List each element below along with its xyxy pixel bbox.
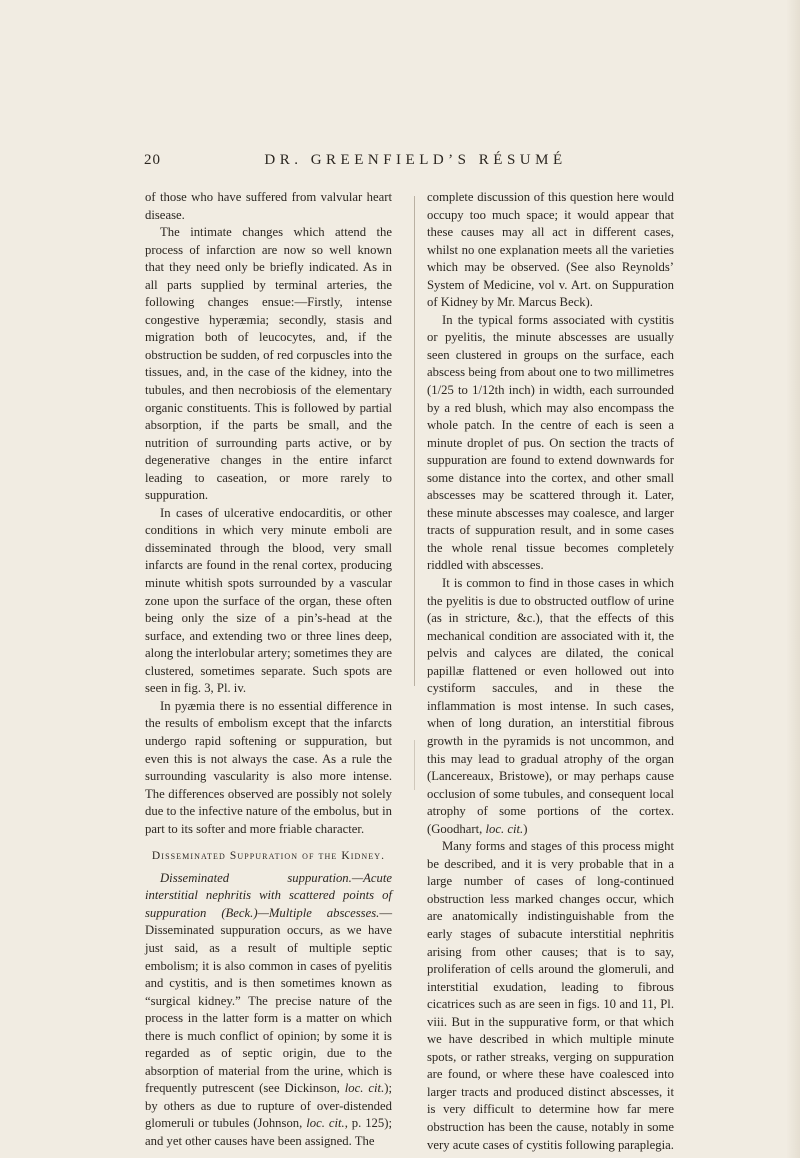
right-paragraph-4: Many forms and stages of this process might be described, and it is very probable that in a large number of cases of long-continued obstruction less marked changes occur, which are anatomically indistinguishable from the early stages of subacute interstitial nephritis arising from other causes; that is to say, proliferation of cells around the glomeruli, and interstitial exudation, leading to fibrous cicatrices such as are seen in figs. 10 and 11, Pl. viii. But in the suppurative form, or that which we have described in which multiple minute spots, or rather streaks, verging on suppuration are found, or where these have coalesced into larger tracts and produced distinct abscesses, it is very difficult to determine how far mere obstruction has been the cause, notably in some very acute cases of cystitis following paraplegia. — [427, 839, 674, 1152]
page-header — [144, 152, 657, 176]
page-number: 20 — [144, 152, 161, 168]
left-paragraph-5: Disseminated suppuration.—Acute interstitial nephritis with scattered points of suppuration (Beck.)—Multiple abscesses.—Disseminated suppuration occurs, as we have just said, as a result of multiple septic embolism; it is also common in cases of pyelitis and cystitis, and is then sometimes known as “surgical kidney.” The precise nature of the process in the latter form is a matter on which there is much conflict of opinion; by some it is regarded as of septic origin, due to the absorption of material from the urine, which is frequently putrescent (see Dickinson, loc. cit.); by others as due to rupture of over-distended glomeruli or tubules (Johnson, loc. cit., p. 125); and yet other causes have been assigned. The — [145, 870, 393, 1148]
right-column — [427, 189, 674, 1154]
left-column — [145, 189, 392, 1151]
left-paragraph-2: The intimate changes which attend the process of infarction are now so well known that they need only be briefly indicated. As in all parts supplied by terminal arteries, the following changes ensue:—Firstly, intense congestive hyperæmia; secondly, stasis and migration both of leucocytes, and, if the obstruction be sudden, of red corpuscles into the tissues, and, in the case of the kidney, into the tubules, and then necrobiosis of the elementary organic constituents. This is followed by partial absorption, if the parts be small, and the nutrition of surrounding parts active, or by degenerative changes in the entire infarct leading to caseation, or more rarely to suppuration. — [145, 225, 392, 503]
page-edge-shadow — [786, 0, 800, 1158]
right-paragraph-3: It is common to find in those cases in which the pyelitis is due to obstructed outflow of urine (as in stricture, &c.), that the effects of this mechanical condition are associated with it, the pelvis and calyces are dilated, the conical papillæ flattened or even hollowed out into cystiform saccules, and in these the inflammation is most intense. In such cases, when of long duration, an interstitial fibrous growth in the pyramids is not uncommon, and this may lead to gradual atrophy of the organ (Lancereaux, Bristowe), or may perhaps cause occlusion of some tubules, and consequent local atrophy of some portions of the cortex. (Goodhart, loc. cit.) — [427, 576, 674, 836]
italic-lead-1: Disseminated suppuration.—Acute interstitial nephritis with scattered points of suppuration — [145, 870, 392, 920]
left-paragraph-3: In cases of ulcerative endocarditis, or other conditions in which very minute emboli are disseminated through the blood, very small infarcts are found in the renal cortex, producing minute whitish spots surrounded by a vascular zone upon the surface of the organ, these often being only the size of a pin’s-head at the surface, and extending two or three lines deep, along the interlobular artery; sometimes they are clustered, sometimes separate. Such spots are seen in fig. 3, Pl. iv. — [145, 505, 392, 696]
column-divider-lower — [414, 740, 415, 790]
right-paragraph-2: In the typical forms associated with cystitis or pyelitis, the minute abscesses are usually seen clustered in groups on the surface, each abscess being from about one to two millimetres (1/25 to 1/12th inch) in width, each surrounded by a red blush, which may also encompass the whole patch. In the centre of each is seen a minute droplet of pus. On section the tracts of suppuration are found to extend downwards for some distance into the cortex, and other small abscesses may be scattered through it. Later, these minute abscesses may coalesce, and larger tracts of suppuration result, and in some cases the whole renal tissue becomes completely riddled with abscesses. — [427, 312, 674, 573]
left-paragraph-4: In pyæmia there is no essential difference in the results of embolism except that the infarcts undergo rapid softening or suppuration, but even this is not always the case. As a rule the surrounding vascularity is also more intense. The differences observed are possibly not solely due to the infective nature of the embolus, but in part to its softer and more friable character. — [145, 698, 392, 836]
column-divider — [414, 196, 415, 686]
running-title: DR. GREENFIELD’S RÉSUMÉ — [264, 152, 567, 168]
italic-lead-2: (Beck.)—Multiple abscesses. — [221, 905, 380, 920]
section-heading: Disseminated Suppuration of the Kidney. — [151, 850, 386, 863]
right-paragraph-1: complete discussion of this question here would occupy too much space; it would appear that these causes may all act in different cases, whilst no one explanation meets all the varieties which may be observed. (See also Reynolds’ System of Medicine, vol v. Art. on Suppuration of Kidney by Mr. Marcus Beck). — [427, 190, 674, 310]
left-paragraph-1: of those who have suffered from valvular heart disease. — [145, 190, 392, 222]
